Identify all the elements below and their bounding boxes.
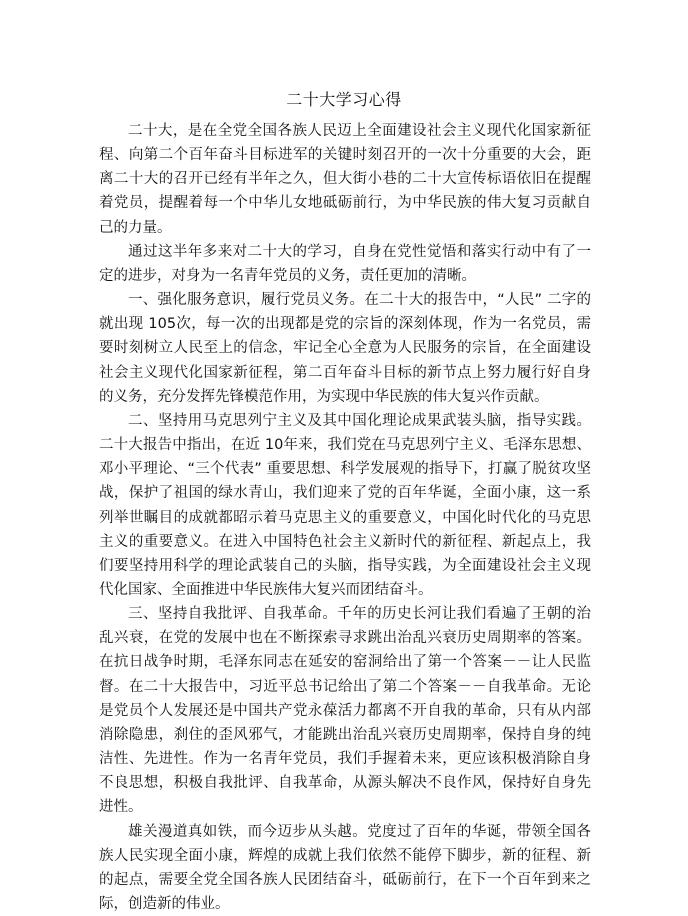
paragraph-point-one: 一、强化服务意识，履行党员义务。在二十大的报告中，“人民” 二字的就出现 105次，每一次的出现都是党的宗旨的深刻体现，作为一名党员，需要时刻树立人民至上的信念，牢记全心全意为人民服务的宗旨，在全面建设社会主义现代化国家新征程，第二百年奋斗目标的新节点上努力履行好自身的义务，充分发挥先锋模范作用，为实现中华民族的伟大复兴作贡献。 bbox=[99, 292, 591, 405]
paragraph-point-three: 三、坚持自我批评、自我革命。千年的历史长河让我们看遍了王朝的治乱兴衰，在党的发展中也在不断探索寻求跳出治乱兴衰历史周期率的答案。在抗日战争时期，毛泽东同志在延安的窑洞给出了第一个答案－－让人民监督。在二十大报告中，习近平总书记给出了第二个答案－－自我革命。无论是党员个人发展还是中国共产党永葆活力都离不开自我的革命，只有从内部消除隐患，刹住的歪风邪气，才能跳出治乱兴衰历史周期率，保持自身的纯洁性、先进性。作为一名青年党员，我们手握着未来，更应该积极消除自身不良思想，积极自我批评、自我革命，从源头解决不良作风，保持好自身先进性。 bbox=[99, 606, 591, 816]
document-title: 二十大学习心得 bbox=[286, 90, 402, 109]
paragraph-intro: 二十大，是在全党全国各族人民迈上全面建设社会主义现代化国家新征程、向第二个百年奋斗目标进军的关键时刻召开的一次十分重要的大会，距离二十大的召开已经有半年之久，但大街小巷的二十大宣传标语依旧在提醒着党员，提醒着每一个中华儿女地砥砺前行，为中华民族的伟大复习贡献自己的力量。 bbox=[99, 123, 591, 236]
document-body bbox=[99, 119, 591, 916]
paragraph-progress: 通过这半年多来对二十大的学习，自身在党性觉悟和落实行动中有了一定的进步，对身为一名青年党员的义务，责任更加的清晰。 bbox=[99, 243, 591, 284]
paragraph-conclusion: 雄关漫道真如铁，而今迈步从头越。党度过了百年的华诞，带领全国各族人民实现全面小康，辉煌的成就上我们依然不能停下脚步，新的征程、新的起点，需要全党全国各族人民团结奋斗，砥砺前行，在下一个百年到来之际，创造新的伟业。 bbox=[99, 823, 591, 912]
paragraph-point-two: 二、坚持用马克思列宁主义及其中国化理论成果武装头脑，指导实践。二十大报告中指出，在近 10年来，我们党在马克思列宁主义、毛泽东思想、邓小平理论、“三个代表” 重要思想、科学发展观的指导下，打赢了脱贫攻坚战，保护了祖国的绿水青山，我们迎来了党的百年华诞，全面小康，这一系列举世瞩目的成就都昭示着马克思主义的重要意义，中国化时代化的马克思主义的重要意义。在进入中国特色社会主义新时代的新征程、新起点上，我们要坚持用科学的理论武装自己的头脑，指导实践，为全面建设社会主义现代化国家、全面推进中华民族伟大复兴而团结奋斗。 bbox=[99, 412, 591, 598]
